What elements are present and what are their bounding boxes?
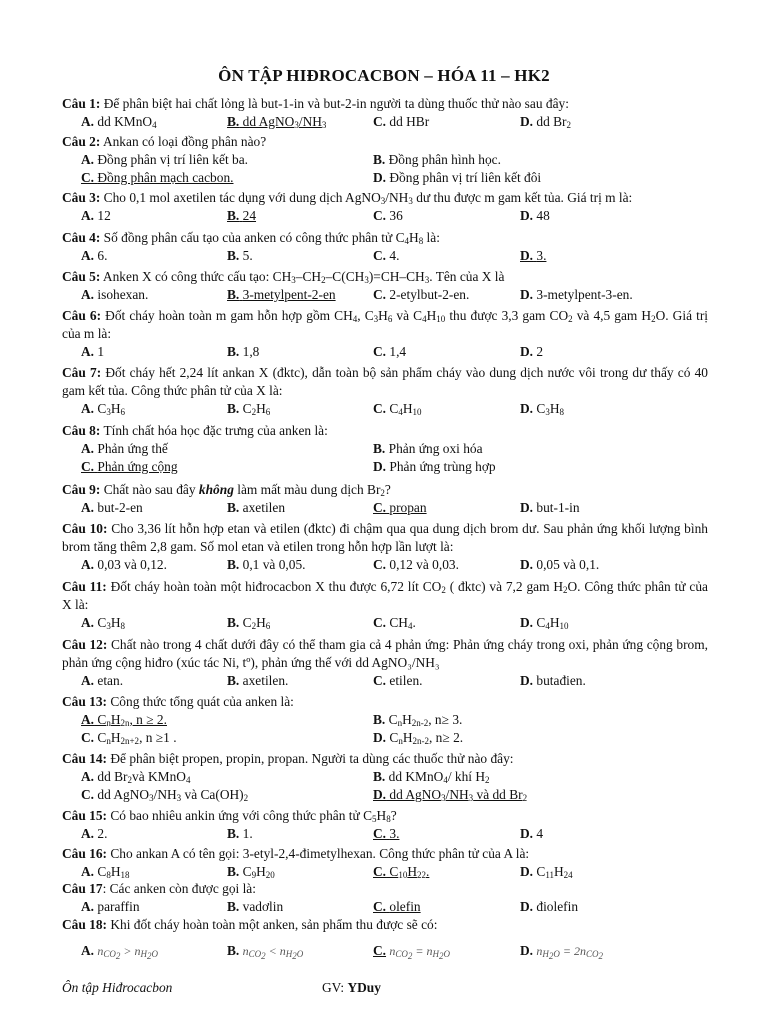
question-7-options bbox=[81, 400, 721, 418]
option-d: D. but-1-in bbox=[520, 500, 580, 515]
option-a: A. Đồng phân vị trí liên kết ba. bbox=[81, 152, 249, 167]
option-a: A. paraffin bbox=[81, 899, 140, 914]
option-b: B. 5. bbox=[227, 248, 253, 263]
option-c-correct: C. $n_{CO_2} = n_{H_2O}$ bbox=[373, 943, 451, 961]
question-1: Câu 1: Để phân biệt hai chất lỏng là but-1-in và but-2-in người ta dùng thuốc thử nào sau đây: bbox=[62, 96, 569, 111]
option-b: B. $C_nH_{2n-2}$, n≥ 3. bbox=[373, 712, 463, 728]
question-5: Câu 5: Anken X có công thức cấu tạo: $CH_3-CH_2-C(CH_3)=CH-CH_3$. Tên của X là bbox=[62, 269, 505, 285]
question-12-options bbox=[81, 672, 721, 690]
option-b: B. axetilen. bbox=[227, 673, 289, 688]
option-c-correct: C. Phản ứng cộng bbox=[81, 459, 178, 474]
option-b: B. $n_{CO_2} < n_{H_2O}$ bbox=[227, 943, 304, 961]
option-b: B. Đồng phân hình học. bbox=[373, 152, 501, 167]
question-3-options bbox=[81, 207, 721, 225]
option-d: D. $C_4H_{10}$ bbox=[520, 615, 569, 631]
question-9: Câu 9: Chất nào sau đây không làm mất màu dung dịch $Br_2$? bbox=[62, 482, 391, 498]
question-17-options bbox=[81, 898, 721, 916]
option-a: A. etan. bbox=[81, 673, 124, 688]
question-5-options bbox=[81, 286, 721, 304]
option-a: A. dd KMnO$_4$ bbox=[81, 114, 157, 130]
option-b-correct: B. 3-metylpent-2-en bbox=[227, 287, 336, 302]
question-7: Câu 7: Đốt cháy hết 2,24 lít ankan X (đktc), dẫn toàn bộ sản phẩm cháy vào dung dịch nước vôi trong dư thấy có 40 gam kết tủa. Công thức phân tử của X là: bbox=[62, 365, 708, 398]
option-c: C. dd HBr bbox=[373, 114, 430, 129]
question-3: Câu 3: Cho 0,1 mol axetilen tác dụng với dung dịch $AgNO_3/NH_3$ dư thu được m gam kết tủa. Giá trị m là: bbox=[62, 190, 633, 206]
option-d: D. $C_{11}H_{24}$ bbox=[520, 864, 573, 880]
option-a: A. Phản ứng thế bbox=[81, 441, 168, 456]
option-a: A. 0,03 và 0,12. bbox=[81, 557, 167, 572]
question-11-options bbox=[81, 614, 721, 632]
question-8-options-row2 bbox=[81, 458, 721, 476]
question-13: Câu 13: Công thức tổng quát của anken là: bbox=[62, 694, 294, 709]
option-a: A. 1 bbox=[81, 344, 105, 359]
option-a: A. $C_3H_8$ bbox=[81, 615, 125, 631]
option-b: B. $C_2H_6$ bbox=[227, 401, 271, 417]
footer-teacher: GV: YDuy bbox=[322, 980, 381, 995]
option-a: A. $C_8H_{18}$ bbox=[81, 864, 130, 880]
option-b: B. $C_9H_{20}$ bbox=[227, 864, 275, 880]
option-d-correct: D. 3. bbox=[520, 248, 547, 263]
option-a: A. 2. bbox=[81, 826, 108, 841]
option-c: C. etilen. bbox=[373, 673, 423, 688]
footer-left: Ôn tập Hiđrocacbon bbox=[62, 980, 173, 995]
question-16-options bbox=[81, 863, 721, 881]
question-10: Câu 10: Cho 3,36 lít hỗn hợp etan và etilen (đktc) đi chậm qua qua dung dịch brom dư. Sau phản ứng khối lượng bình brom tăng thêm 2,8 gam. Số mol etan và etilen trong hỗn hợp lần lượt là: bbox=[62, 521, 708, 554]
question-13-options-row1 bbox=[81, 711, 721, 729]
option-c-correct: C. propan bbox=[373, 500, 427, 515]
option-c: C. 2-etylbut-2-en. bbox=[373, 287, 470, 302]
option-b: B. axetilen bbox=[227, 500, 286, 515]
question-8: Câu 8: Tính chất hóa học đặc trưng của anken là: bbox=[62, 423, 328, 438]
question-9-options bbox=[81, 499, 721, 517]
option-c: C. dd $AgNO_3/NH_3$ và $Ca(OH)_2$ bbox=[81, 787, 249, 803]
question-18: Câu 18: Khi đốt cháy hoàn toàn một anken, sản phẩm thu được sẽ có: bbox=[62, 917, 438, 932]
question-14: Câu 14: Để phân biệt propen, propin, propan. Người ta dùng các thuốc thử nào đây: bbox=[62, 751, 514, 766]
option-b: B. 1. bbox=[227, 826, 253, 841]
option-d: D. dd $Br_2$ bbox=[520, 114, 572, 130]
option-d: D. 2 bbox=[520, 344, 544, 359]
option-c: C. $C_4H_{10}$ bbox=[373, 401, 422, 417]
question-15-options bbox=[81, 825, 721, 843]
page-title: ÔN TẬP HIĐROCACBON – HÓA 11 – HK2 bbox=[218, 66, 550, 85]
option-d: D. 3-metylpent-3-en. bbox=[520, 287, 633, 302]
option-a: A. $C_3H_6$ bbox=[81, 401, 125, 417]
option-a: A. 12 bbox=[81, 208, 111, 223]
question-4: Câu 4: Số đồng phân cấu tạo của anken có công thức phân tử $C_4H_8$ là: bbox=[62, 230, 440, 246]
option-d: D. 0,05 và 0,1. bbox=[520, 557, 600, 572]
option-d: D. điolefin bbox=[520, 899, 579, 914]
question-6: Câu 6: Đốt cháy hoàn toàn m gam hỗn hợp gồm $CH_4$, $C_3H_6$ và $C_4H_{10}$ thu được 3,3 gam $CO_2$ và 4,5 gam $H_2O$. Giá trị của m là: bbox=[62, 308, 708, 341]
option-a: A. 6. bbox=[81, 248, 108, 263]
question-17: Câu 17: Các anken còn được gọi là: bbox=[62, 881, 256, 896]
option-d: D. 4 bbox=[520, 826, 544, 841]
option-d: D. Phản ứng trùng hợp bbox=[373, 459, 496, 474]
option-d: D. butađien. bbox=[520, 673, 586, 688]
question-8-options-row1 bbox=[81, 440, 721, 458]
option-a: A. isohexan. bbox=[81, 287, 149, 302]
option-b: B. Phản ứng oxi hóa bbox=[373, 441, 483, 456]
option-c-correct: C. 3. bbox=[373, 826, 400, 841]
question-2-options-row2 bbox=[81, 169, 721, 187]
option-d: D. $n_{H_2O} = 2n_{CO_2}$ bbox=[520, 943, 604, 961]
question-2: Câu 2: Ankan có loại đồng phân nào? bbox=[62, 134, 267, 149]
option-a-correct: A. $C_nH_{2n}$, n ≥ 2. bbox=[81, 712, 167, 728]
question-18-options bbox=[81, 942, 721, 960]
option-b: B. $C_2H_6$ bbox=[227, 615, 271, 631]
option-c: C. $C_nH_{2n+2}$, n ≥1 . bbox=[81, 730, 177, 746]
option-c: C. 36 bbox=[373, 208, 403, 223]
option-c: C. 4. bbox=[373, 248, 400, 263]
option-b-correct: B. dd $AgNO_3/NH_3$ bbox=[227, 114, 327, 130]
option-c: C. 0,12 và 0,03. bbox=[373, 557, 459, 572]
option-a: A. dd $Br_2và$ KMnO$_4$ bbox=[81, 769, 191, 785]
option-b: B. 1,8 bbox=[227, 344, 260, 359]
option-d: D. $C_nH_{2n-2}$, n≥ 2. bbox=[373, 730, 464, 746]
option-c: C. 1,4 bbox=[373, 344, 407, 359]
question-14-options-row1 bbox=[81, 768, 721, 786]
option-a: A. but-2-en bbox=[81, 500, 143, 515]
option-b: B. vadơlin bbox=[227, 899, 284, 914]
question-11: Câu 11: Đốt cháy hoàn toàn một hiđrocacbon X thu được 6,72 lít $CO_2$ ( đktc) và 7,2 gam $H_2O$. Công thức phân tử của X là: bbox=[62, 579, 708, 612]
option-a: A. $n_{CO_2} > n_{H_2O}$ bbox=[81, 943, 159, 961]
question-4-options bbox=[81, 247, 721, 265]
question-10-options bbox=[81, 556, 721, 574]
option-d: D. 48 bbox=[520, 208, 550, 223]
option-b: B. dd KMnO$_4$/ khí $H_2$ bbox=[373, 769, 490, 785]
question-14-options-row2 bbox=[81, 786, 721, 804]
option-c-correct: C. olefin bbox=[373, 899, 421, 914]
option-c-correct: C. $C_{10}H_{22}$. bbox=[373, 864, 430, 880]
option-c-correct: C. Đồng phân mạch cacbon. bbox=[81, 170, 234, 185]
option-d: D. Đồng phân vị trí liên kết đôi bbox=[373, 170, 542, 185]
question-1-options bbox=[81, 113, 721, 131]
question-13-options-row2 bbox=[81, 729, 721, 747]
question-15: Câu 15: Có bao nhiêu ankin ứng với công thức phân tử $C_5H_8$? bbox=[62, 808, 397, 824]
question-16: Câu 16: Cho ankan A có tên gọi: 3-etyl-2,4-đimetylhexan. Công thức phân tử của A là: bbox=[62, 846, 530, 861]
option-d: D. $C_3H_8$ bbox=[520, 401, 564, 417]
option-b: B. 0,1 và 0,05. bbox=[227, 557, 306, 572]
option-b-correct: B. 24 bbox=[227, 208, 257, 223]
option-d-correct: D. dd $AgNO_3/NH_3$ và dd $Br_2$ bbox=[373, 787, 528, 803]
question-12: Câu 12: Chất nào trong 4 chất dưới đây có thể tham gia cả 4 phản ứng: Phản ứng cháy trong oxi, phản ứng cộng brom, phản ứng cộng hiđro (xúc tác Ni, tº), phản ứng thế với dd AgNO₃/NH₃ bbox=[62, 637, 708, 670]
option-c: C. $CH_4$. bbox=[373, 615, 416, 631]
question-6-options bbox=[81, 343, 721, 361]
question-2-options-row1 bbox=[81, 151, 721, 169]
